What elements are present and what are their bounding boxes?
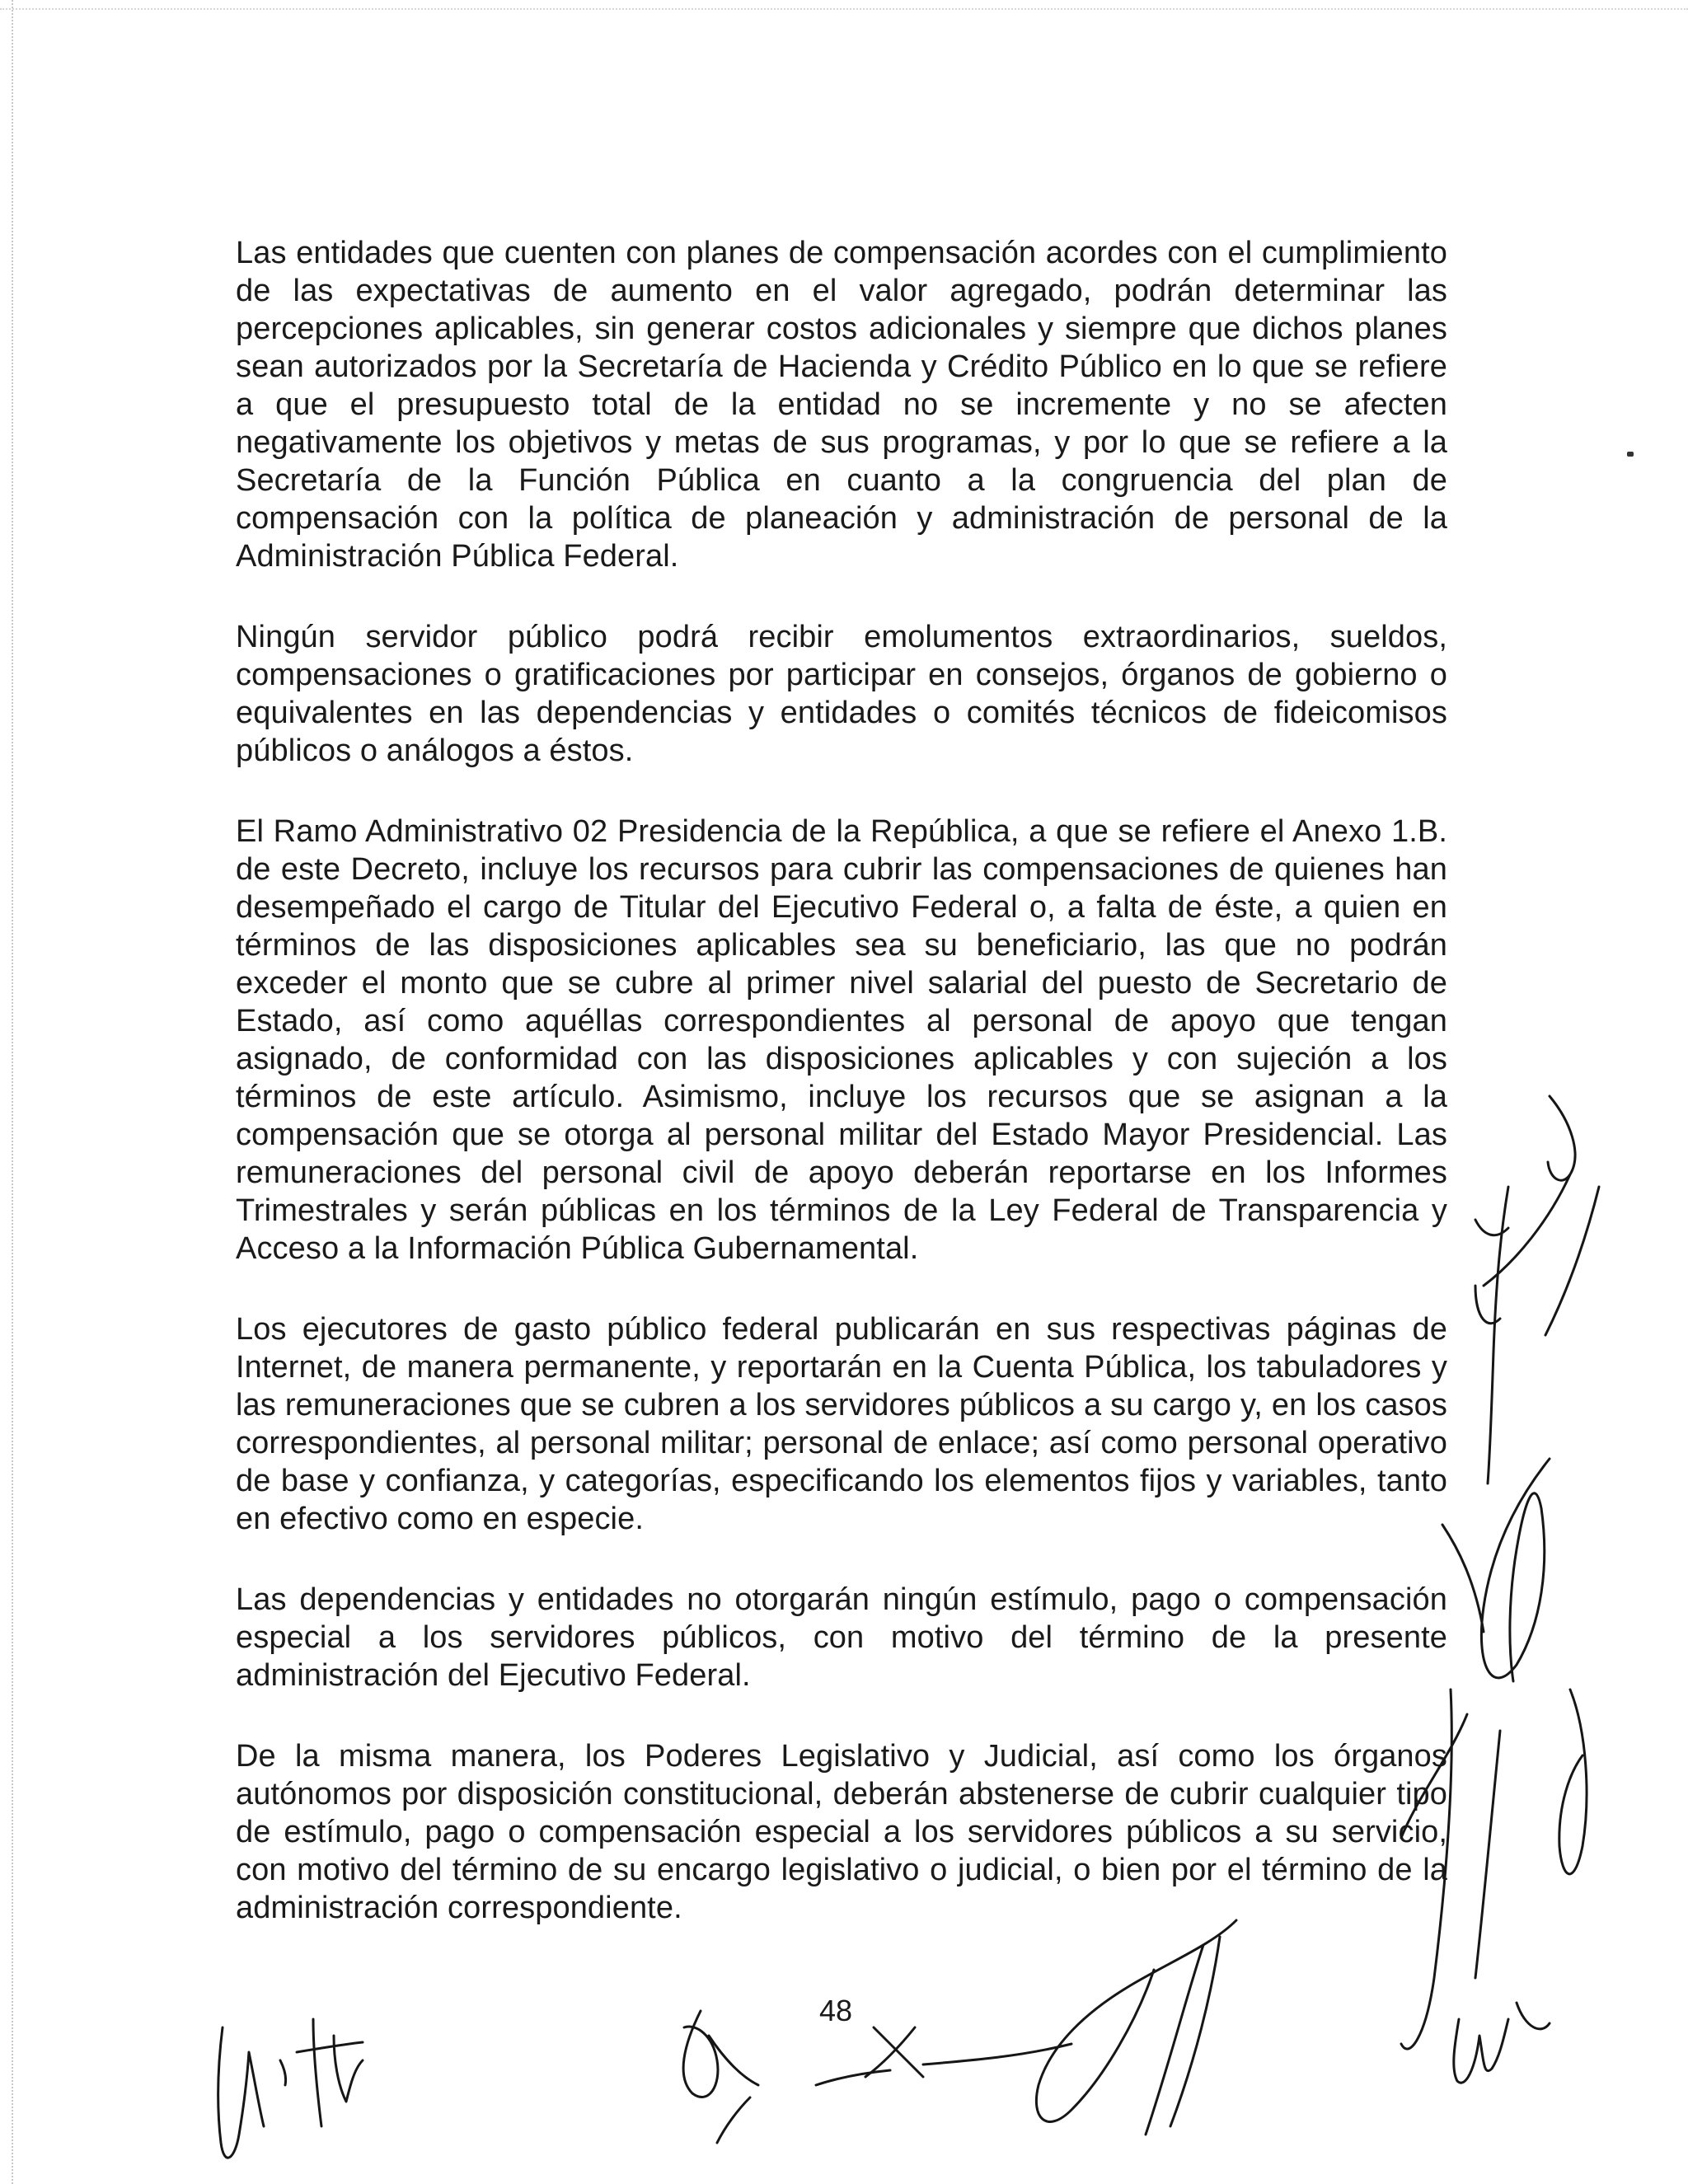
page-number: 48 — [819, 1994, 853, 2027]
paragraph-no-special-stimulus: Las dependencias y entidades no otorgarán ningún estímulo, pago o compensación especial a los servidores públicos, con motivo del término de la presente administración del Ejecutivo Federal. — [236, 1582, 1447, 1693]
paragraph-presidency-branch: El Ramo Administrativo 02 Presidencia de la República, a que se refiere el Anexo 1.B. de este Decreto, incluye los recursos para cubrir las compensaciones de quienes han desempeñado el cargo de Titular del Ejecutivo Federal o, a falta de éste, a quien en términos de las disposiciones aplicables sea su beneficiario, las que no podrán exceder el monto que se cubre al primer nivel salarial del puesto de Secretario de Estado, así como aquéllas correspondientes al personal de apoyo que tengan asignado, de conformidad con las disposiciones aplicables y con sujeción a los términos de este artículo. Asimismo, incluye los recursos que se asignan a la compensación que se otorga al personal militar del Estado Mayor Presidencial. Las remuneraciones del personal civil de apoyo deberán reportarse en los Informes Trimestrales y serán públicas en los términos de la Ley Federal de Transparencia y Acceso a la Información Pública Gubernamental. — [236, 814, 1447, 1266]
scan-artifact-mark — [1627, 452, 1634, 457]
bottom-center-scribble — [683, 2011, 923, 2143]
bottom-right-initials — [1454, 2003, 1550, 2083]
margin-signature-1 — [1475, 1096, 1599, 1483]
scan-edge-left — [0, 0, 13, 2184]
paragraph-compensation-plans: Las entidades que cuenten con planes de compensación acordes con el cumplimiento de las expectativas de aumento en el valor agregado, podrán determinar las percepciones aplicables, sin generar costos adicionales y siempre que dichos planes sean autorizados por la Secretaría de Hacienda y Crédito Público en lo que se refiere a que el presupuesto total de la entidad no se incremente y no se afecten negativamente los objetivos y metas de sus programas, y por lo que se refiere a la Secretaría de la Función Pública en cuanto a la congruencia del plan de compensación con la política de planeación y administración de personal de la Administración Pública Federal. — [236, 236, 1447, 574]
paragraph-extraordinary-emoluments: Ningún servidor público podrá recibir emolumentos extraordinarios, sueldos, compensaciones o gratificaciones por participar en consejos, órganos de gobierno o equivalentes en las dependencias y entidades o comités técnicos de fideicomisos públicos o análogos a éstos. — [236, 620, 1447, 768]
bottom-left-initials — [218, 2019, 363, 2158]
paragraph-legislative-judicial: De la misma manera, los Poderes Legislativo y Judicial, así como los órganos autónomos por disposición constitucional, deberán abstenerse de cubrir cualquier tipo de estímulo, pago o compensación especial a los servidores públicos a su servicio, con motivo del término de su encargo legislativo o judicial, o bien por el término de la administración correspondiente. — [236, 1739, 1447, 1925]
paragraph-publication-remunerations: Los ejecutores de gasto público federal publicarán en sus respectivas páginas de Internet, de manera permanente, y reportarán en la Cuenta Pública, los tabuladores y las remuneraciones que se cubren a los servidores públicos a su cargo y, en los casos correspondientes, al personal militar; personal de enlace; así como personal operativo de base y confianza, y categorías, especificando los elementos fijos y variables, tanto en efectivo como en especie. — [236, 1312, 1447, 1536]
body-text — [236, 234, 1447, 1970]
margin-signature-2 — [1442, 1459, 1550, 1681]
scan-edge-top — [0, 0, 1688, 10]
